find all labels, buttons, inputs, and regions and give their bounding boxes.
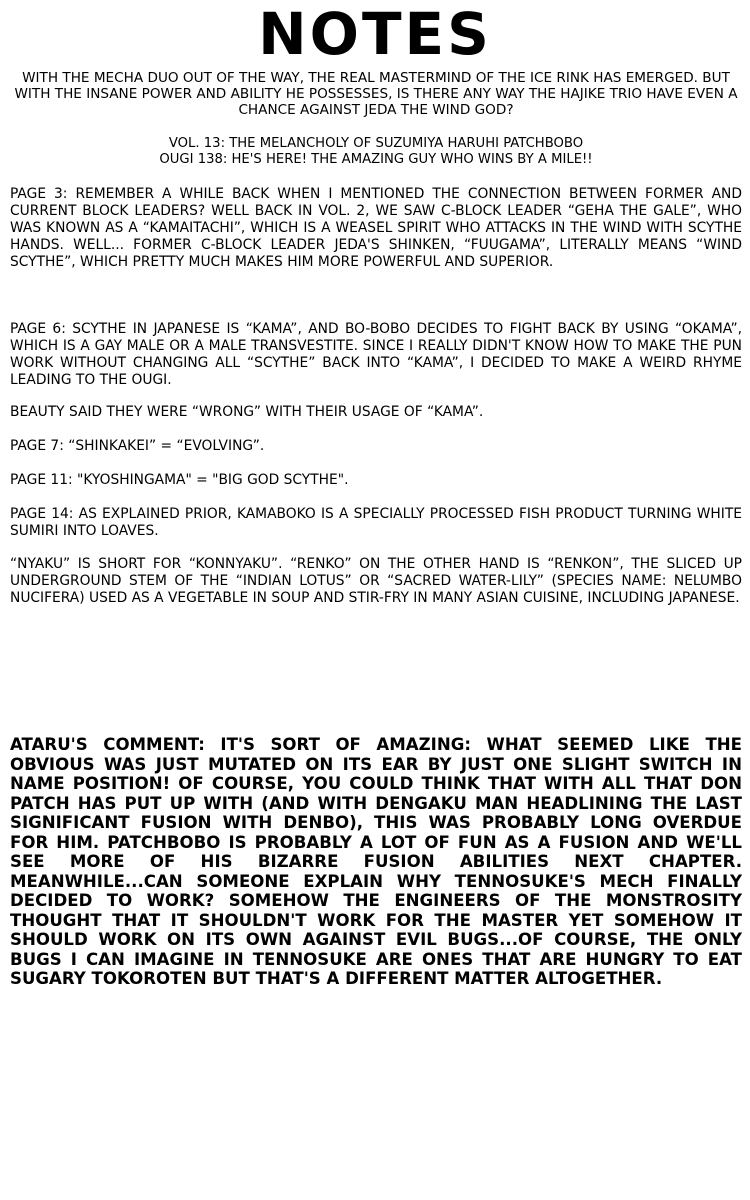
chapter-info — [10, 136, 742, 168]
note-nyaku: “NYAKU” IS SHORT FOR “KONNYAKU”. “RENKO” ON THE OTHER HAND IS “RENKON”, THE SLICED UP UNDERGROUND STEM OF THE “INDIAN LOTUS” OR “SACRED WATER-LILY” (SPECIES NAME: NELUMBO NUCIFERA) USED AS A VEGETABLE IN SOUP AND STIR-FRY IN MANY ASIAN CUISINE, INCLUDING JAPANESE. — [10, 556, 742, 606]
note-page-3: PAGE 3: REMEMBER A WHILE BACK WHEN I MENTIONED THE CONNECTION BETWEEN FORMER AND CURRENT BLOCK LEADERS? WELL BACK IN VOL. 2, WE SAW C-BLOCK LEADER “GEHA THE GALE”, WHO WAS KNOWN AS A “KAMAITACHI”, WHICH IS A WEASEL SPIRIT WHO ATTACKS IN THE WIND WITH SCYTHE HANDS. WELL... FORMER C-BLOCK LEADER JEDA'S SHINKEN, “FUUGAMA”, LITERALLY MEANS “WIND SCYTHE”, WHICH PRETTY MUCH MAKES HIM MORE POWERFUL AND SUPERIOR. — [10, 186, 742, 270]
ougi-line: OUGI 138: HE'S HERE! THE AMAZING GUY WHO WINS BY A MILE!! — [159, 152, 593, 167]
volume-line: VOL. 13: THE MELANCHOLY OF SUZUMIYA HARUHI PATCHBOBO — [168, 136, 584, 151]
note-beauty: BEAUTY SAID THEY WERE “WRONG” WITH THEIR USAGE OF “KAMA”. — [10, 404, 484, 420]
page-title: NOTES — [258, 0, 492, 68]
note-page-14: PAGE 14: AS EXPLAINED PRIOR, KAMABOKO IS A SPECIALLY PROCESSED FISH PRODUCT TURNING WHITE SUMIRI INTO LOAVES. — [10, 506, 742, 539]
note-page-6: PAGE 6: SCYTHE IN JAPANESE IS “KAMA”, AND BO-BOBO DECIDES TO FIGHT BACK BY USING “OKAMA”, WHICH IS A GAY MALE OR A MALE TRANSVESTITE. SINCE I REALLY DIDN'T KNOW HOW TO MAKE THE PUN WORK WITHOUT CHANGING ALL “SCYTHE” BACK INTO “KAMA”, I DECIDED TO MAKE A WEIRD RHYME LEADING TO THE OUGI. — [10, 321, 742, 388]
intro-paragraph: WITH THE MECHA DUO OUT OF THE WAY, THE REAL MASTERMIND OF THE ICE RINK HAS EMERGED. BUT WITH THE INSANE POWER AND ABILITY HE POSSESSES, IS THERE ANY WAY THE HAJIKE TRIO HAVE EVEN A CHANCE AGAINST JEDA THE WIND GOD? — [14, 70, 738, 118]
note-page-7: PAGE 7: “SHINKAKEI” = “EVOLVING”. — [10, 438, 265, 454]
note-page-11: PAGE 11: "KYOSHINGAMA" = "BIG GOD SCYTHE". — [10, 472, 349, 488]
translator-comment: ATARU'S COMMENT: IT'S SORT OF AMAZING: WHAT SEEMED LIKE THE OBVIOUS WAS JUST MUTATED ON ITS EAR BY JUST ONE SLIGHT SWITCH IN NAME POSITION! OF COURSE, YOU COULD THINK THAT WITH ALL THAT DON PATCH HAS PUT UP WITH (AND WITH DENGAKU MAN HEADLINING THE LAST SIGNIFICANT FUSION WITH DENBO), THIS WAS PROBABLY LONG OVERDUE FOR HIM. PATCHBOBO IS PROBABLY A LOT OF FUN AS A FUSION AND WE'LL SEE MORE OF HIS BIZARRE FUSION ABILITIES NEXT CHAPTER. MEANWHILE...CAN SOMEONE EXPLAIN WHY TENNOSUKE'S MECH FINALLY DECIDED TO WORK? SOMEHOW THE ENGINEERS OF THE MONSTROSITY THOUGHT THAT IT SHOULDN'T WORK FOR THE MASTER YET SOMEHOW IT SHOULD WORK ON ITS OWN AGAINST EVIL BUGS...OF COURSE, THE ONLY BUGS I CAN IMAGINE IN TENNOSUKE ARE ONES THAT ARE HUNGRY TO EAT SUGARY TOKOROTEN BUT THAT'S A DIFFERENT MATTER ALTOGETHER. — [10, 735, 742, 988]
